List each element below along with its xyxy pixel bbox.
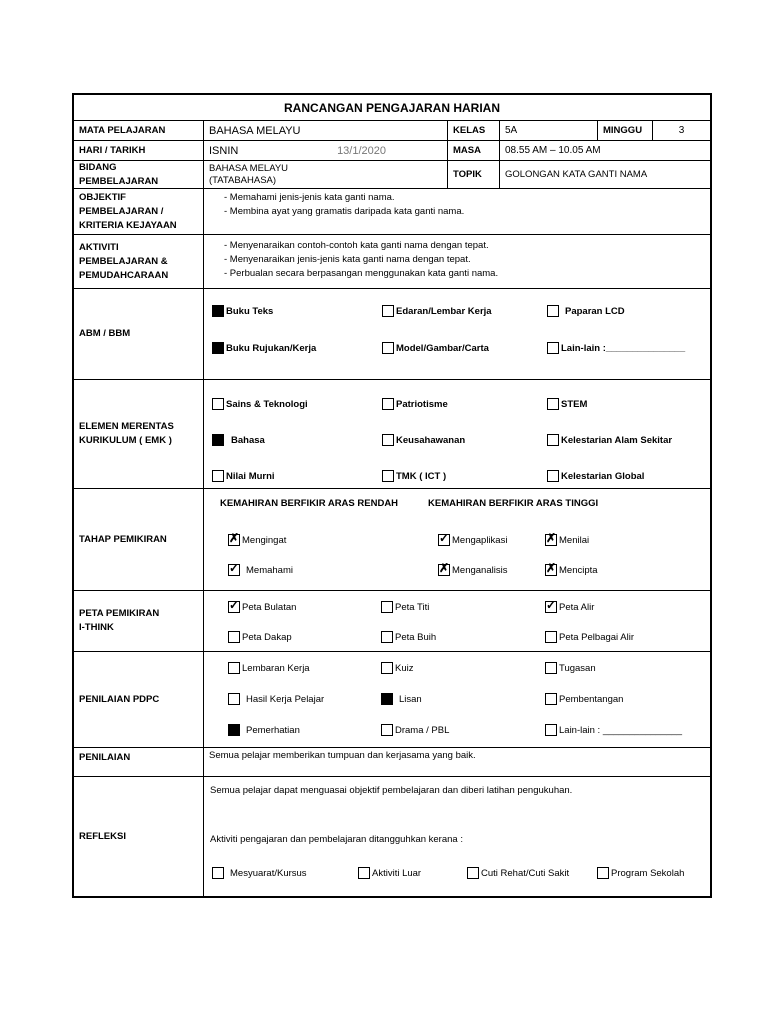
checkmark-icon: ✓: [439, 531, 450, 545]
pdpc-option[interactable]: Lisan: [381, 693, 422, 705]
emk-option[interactable]: Kelestarian Global: [547, 470, 644, 482]
checkbox-icon[interactable]: [382, 470, 394, 482]
checkbox-icon[interactable]: [212, 470, 224, 482]
tahap-option[interactable]: ✓ Mengaplikasi: [439, 531, 508, 546]
refleksi-label: REFLEKSI: [74, 777, 204, 896]
row-emk: [74, 379, 710, 488]
pdpc-option[interactable]: Kuiz: [381, 662, 413, 674]
checkbox-icon[interactable]: [381, 631, 393, 643]
checkbox-icon[interactable]: [545, 693, 557, 705]
emk-option[interactable]: Keusahawanan: [382, 434, 465, 446]
tahap-option[interactable]: ✗ Menganalisis: [439, 561, 508, 576]
kelas-label: KELAS: [448, 121, 500, 140]
aktiviti-item: - Menyenaraikan jenis-jenis kata ganti nama dengan tepat.: [224, 254, 471, 265]
emk-label-line: ELEMEN MERENTAS: [79, 421, 174, 432]
aktiviti-item: - Menyenaraikan contoh-contoh kata ganti nama dengan tepat.: [224, 240, 489, 251]
peta-label-line: I-THINK: [79, 622, 114, 633]
abm-label: ABM / BBM: [74, 289, 204, 379]
lesson-plan-form: [72, 93, 712, 898]
checkbox-icon[interactable]: [212, 342, 224, 354]
row-abm: [74, 288, 710, 379]
checkbox-icon[interactable]: [382, 434, 394, 446]
checkbox-icon[interactable]: [382, 398, 394, 410]
emk-option[interactable]: Nilai Murni: [212, 470, 275, 482]
checkbox-icon[interactable]: [467, 867, 479, 879]
refleksi-text2: Aktiviti pengajaran dan pembelajaran ditangguhkan kerana :: [210, 834, 463, 845]
emk-options: [204, 380, 710, 488]
checkbox-icon[interactable]: [228, 631, 240, 643]
abm-option[interactable]: Edaran/Lembar Kerja: [382, 305, 492, 317]
checkbox-icon[interactable]: [228, 598, 240, 613]
checkbox-icon[interactable]: [547, 434, 559, 446]
row-refleksi: [74, 776, 710, 896]
objektif-list: [204, 189, 484, 234]
pdpc-option[interactable]: Lembaran Kerja: [228, 662, 310, 674]
checkbox-icon[interactable]: [228, 693, 240, 705]
checkbox-icon[interactable]: [547, 470, 559, 482]
peta-label-line: PETA PEMIKIRAN: [79, 608, 160, 619]
kelas-value: 5A: [500, 121, 598, 140]
bidang-label: BIDANG PEMBELAJARAN: [74, 161, 204, 188]
checkbox-icon[interactable]: [381, 662, 393, 674]
checkmark-icon: ✓: [229, 561, 240, 575]
abm-option[interactable]: Buku Rujukan/Kerja: [212, 342, 316, 354]
pdpc-option[interactable]: Lain-lain : _______________: [545, 724, 682, 736]
abm-options: [204, 289, 710, 379]
peta-option[interactable]: Peta Dakap: [228, 631, 292, 643]
refleksi-option[interactable]: Cuti Rehat/Cuti Sakit: [467, 867, 569, 879]
checkbox-icon[interactable]: [438, 561, 450, 576]
pdpc-options: [204, 652, 710, 747]
refleksi-text1: Semua pelajar dapat menguasai objektif pembelajaran dan diberi latihan pengukuhan.: [210, 785, 573, 796]
abm-option[interactable]: Paparan LCD: [547, 305, 625, 317]
pdpc-option[interactable]: Pembentangan: [545, 693, 623, 705]
row-hari-tarikh: [74, 140, 710, 160]
tahap-option[interactable]: ✗ Menilai: [546, 531, 590, 546]
objektif-label-line: PEMBELAJARAN /: [79, 205, 164, 217]
aktiviti-label-line: AKTIVITI: [79, 241, 119, 253]
checkbox-icon[interactable]: [212, 305, 224, 317]
checkbox-icon[interactable]: [381, 724, 393, 736]
row-mata-pelajaran: [74, 120, 710, 140]
minggu-value: 3: [678, 125, 685, 136]
refleksi-content: [204, 777, 710, 896]
objektif-item: - Membina ayat yang gramatis daripada kata ganti nama.: [224, 206, 465, 217]
peta-options: [204, 591, 710, 651]
peta-option[interactable]: Peta Titi: [381, 601, 429, 613]
abm-option[interactable]: Model/Gambar/Carta: [382, 342, 489, 354]
tahap-option[interactable]: ✗ Mengingat: [229, 531, 287, 546]
checkbox-icon[interactable]: [382, 305, 394, 317]
checkbox-icon[interactable]: [228, 724, 240, 736]
row-penilaian: [74, 747, 710, 776]
aktiviti-item: - Perbualan secara berpasangan menggunakan kata ganti nama.: [224, 268, 499, 279]
tahap-option[interactable]: ✗ Mencipta: [546, 561, 598, 576]
checkbox-icon[interactable]: [381, 601, 393, 613]
peta-option[interactable]: ✓ Peta Bulatan: [229, 598, 297, 613]
emk-option[interactable]: STEM: [547, 398, 587, 410]
hari-value: ISNIN: [209, 144, 239, 157]
objektif-label: [74, 189, 204, 234]
penilaian-label: PENILAIAN: [74, 748, 204, 776]
checkbox-icon[interactable]: [228, 662, 240, 674]
checkbox-icon[interactable]: [545, 598, 557, 613]
cross-icon: ✗: [229, 531, 240, 545]
objektif-label-line: KRITERIA KEJAYAAN: [79, 219, 177, 231]
tahap-heading-tinggi: KEMAHIRAN BERFIKIR ARAS TINGGI: [428, 498, 599, 509]
bidang-line2: (TATABAHASA): [209, 174, 277, 186]
topik-value: GOLONGAN KATA GANTI NAMA: [505, 169, 648, 180]
refleksi-option[interactable]: Program Sekolah: [597, 867, 684, 879]
checkbox-icon[interactable]: [358, 867, 370, 879]
hari-tarikh-value: [204, 141, 448, 160]
masa-label: MASA: [448, 141, 500, 160]
checkbox-icon[interactable]: [228, 561, 240, 576]
refleksi-option[interactable]: Aktiviti Luar: [358, 867, 421, 879]
cross-icon: ✗: [546, 531, 557, 545]
row-objektif: [74, 188, 710, 234]
tahap-options: [204, 489, 710, 590]
checkbox-icon[interactable]: [228, 531, 240, 546]
row-bidang: [74, 160, 710, 188]
mata-pelajaran-label: MATA PELAJARAN: [74, 121, 204, 140]
row-tahap: [74, 488, 710, 590]
peta-option[interactable]: ✓ Peta Alir: [546, 598, 595, 613]
checkbox-icon[interactable]: [438, 531, 450, 546]
pdpc-option[interactable]: Tugasan: [545, 662, 596, 674]
checkmark-icon: ✓: [229, 598, 240, 612]
checkbox-icon[interactable]: [382, 342, 394, 354]
mata-pelajaran-value: BAHASA MELAYU: [204, 121, 448, 140]
form-title: RANCANGAN PENGAJARAN HARIAN: [283, 100, 500, 115]
aktiviti-label: [74, 235, 204, 288]
aktiviti-label-line: PEMBELAJARAN &: [79, 255, 168, 267]
emk-option[interactable]: Bahasa: [212, 434, 265, 446]
objektif-item: - Memahami jenis-jenis kata ganti nama.: [224, 192, 395, 203]
pdpc-option[interactable]: Hasil Kerja Pelajar: [228, 693, 324, 705]
checkbox-icon[interactable]: [381, 693, 393, 705]
peta-option[interactable]: Peta Buih: [381, 631, 436, 643]
row-aktiviti: [74, 234, 710, 288]
checkbox-icon[interactable]: [545, 662, 557, 674]
topik-label: TOPIK: [448, 161, 500, 188]
tarikh-value: 13/1/2020: [337, 144, 386, 157]
emk-label: [74, 380, 204, 488]
refleksi-option[interactable]: Mesyuarat/Kursus: [212, 867, 307, 879]
checkbox-icon[interactable]: [547, 305, 559, 317]
peta-option[interactable]: Peta Pelbagai Alir: [545, 631, 634, 643]
masa-value: 08.55 AM – 10.05 AM: [505, 145, 601, 156]
pdpc-option[interactable]: Drama / PBL: [381, 724, 449, 736]
emk-option[interactable]: Sains & Teknologi: [212, 398, 308, 410]
checkbox-icon[interactable]: [545, 631, 557, 643]
tahap-label: TAHAP PEMIKIRAN: [74, 489, 204, 590]
checkbox-icon[interactable]: [212, 867, 224, 879]
pdpc-label: PENILAIAN PDPC: [74, 652, 204, 747]
hari-tarikh-label: HARI / TARIKH: [74, 141, 204, 160]
tahap-heading-rendah: KEMAHIRAN BERFIKIR ARAS RENDAH: [220, 498, 399, 509]
checkbox-icon[interactable]: [212, 434, 224, 446]
aktiviti-label-line: PEMUDAHCARAAN: [79, 269, 169, 281]
objektif-label-line: OBJEKTIF: [79, 191, 126, 203]
form-title-row: [74, 95, 710, 120]
emk-label-line: KURIKULUM ( EMK ): [79, 435, 172, 446]
checkbox-icon[interactable]: [547, 398, 559, 410]
checkbox-icon[interactable]: [212, 398, 224, 410]
emk-option[interactable]: Kelestarian Alam Sekitar: [547, 434, 672, 446]
emk-option[interactable]: TMK ( ICT ): [382, 470, 446, 482]
aktiviti-list: [204, 235, 518, 288]
penilaian-text: Semua pelajar memberikan tumpuan dan kerjasama yang baik.: [209, 750, 476, 761]
cross-icon: ✗: [439, 561, 450, 575]
bidang-line1: BAHASA MELAYU: [209, 162, 289, 174]
emk-option[interactable]: Patriotisme: [382, 398, 448, 410]
abm-option[interactable]: Buku Teks: [212, 305, 273, 317]
checkbox-icon[interactable]: [547, 342, 559, 354]
abm-option[interactable]: Lain-lain :_______________: [547, 342, 685, 354]
minggu-label: MINGGU: [598, 121, 653, 140]
checkbox-icon[interactable]: [545, 561, 557, 576]
checkbox-icon[interactable]: [545, 724, 557, 736]
checkbox-icon[interactable]: [597, 867, 609, 879]
tahap-option[interactable]: ✓ Memahami: [229, 561, 293, 576]
cross-icon: ✗: [546, 561, 557, 575]
row-peta: [74, 590, 710, 651]
peta-label: [74, 591, 204, 651]
row-pdpc: [74, 651, 710, 747]
pdpc-option[interactable]: Pemerhatian: [228, 724, 300, 736]
checkmark-icon: ✓: [546, 598, 557, 612]
bidang-value: [204, 161, 448, 188]
checkbox-icon[interactable]: [545, 531, 557, 546]
